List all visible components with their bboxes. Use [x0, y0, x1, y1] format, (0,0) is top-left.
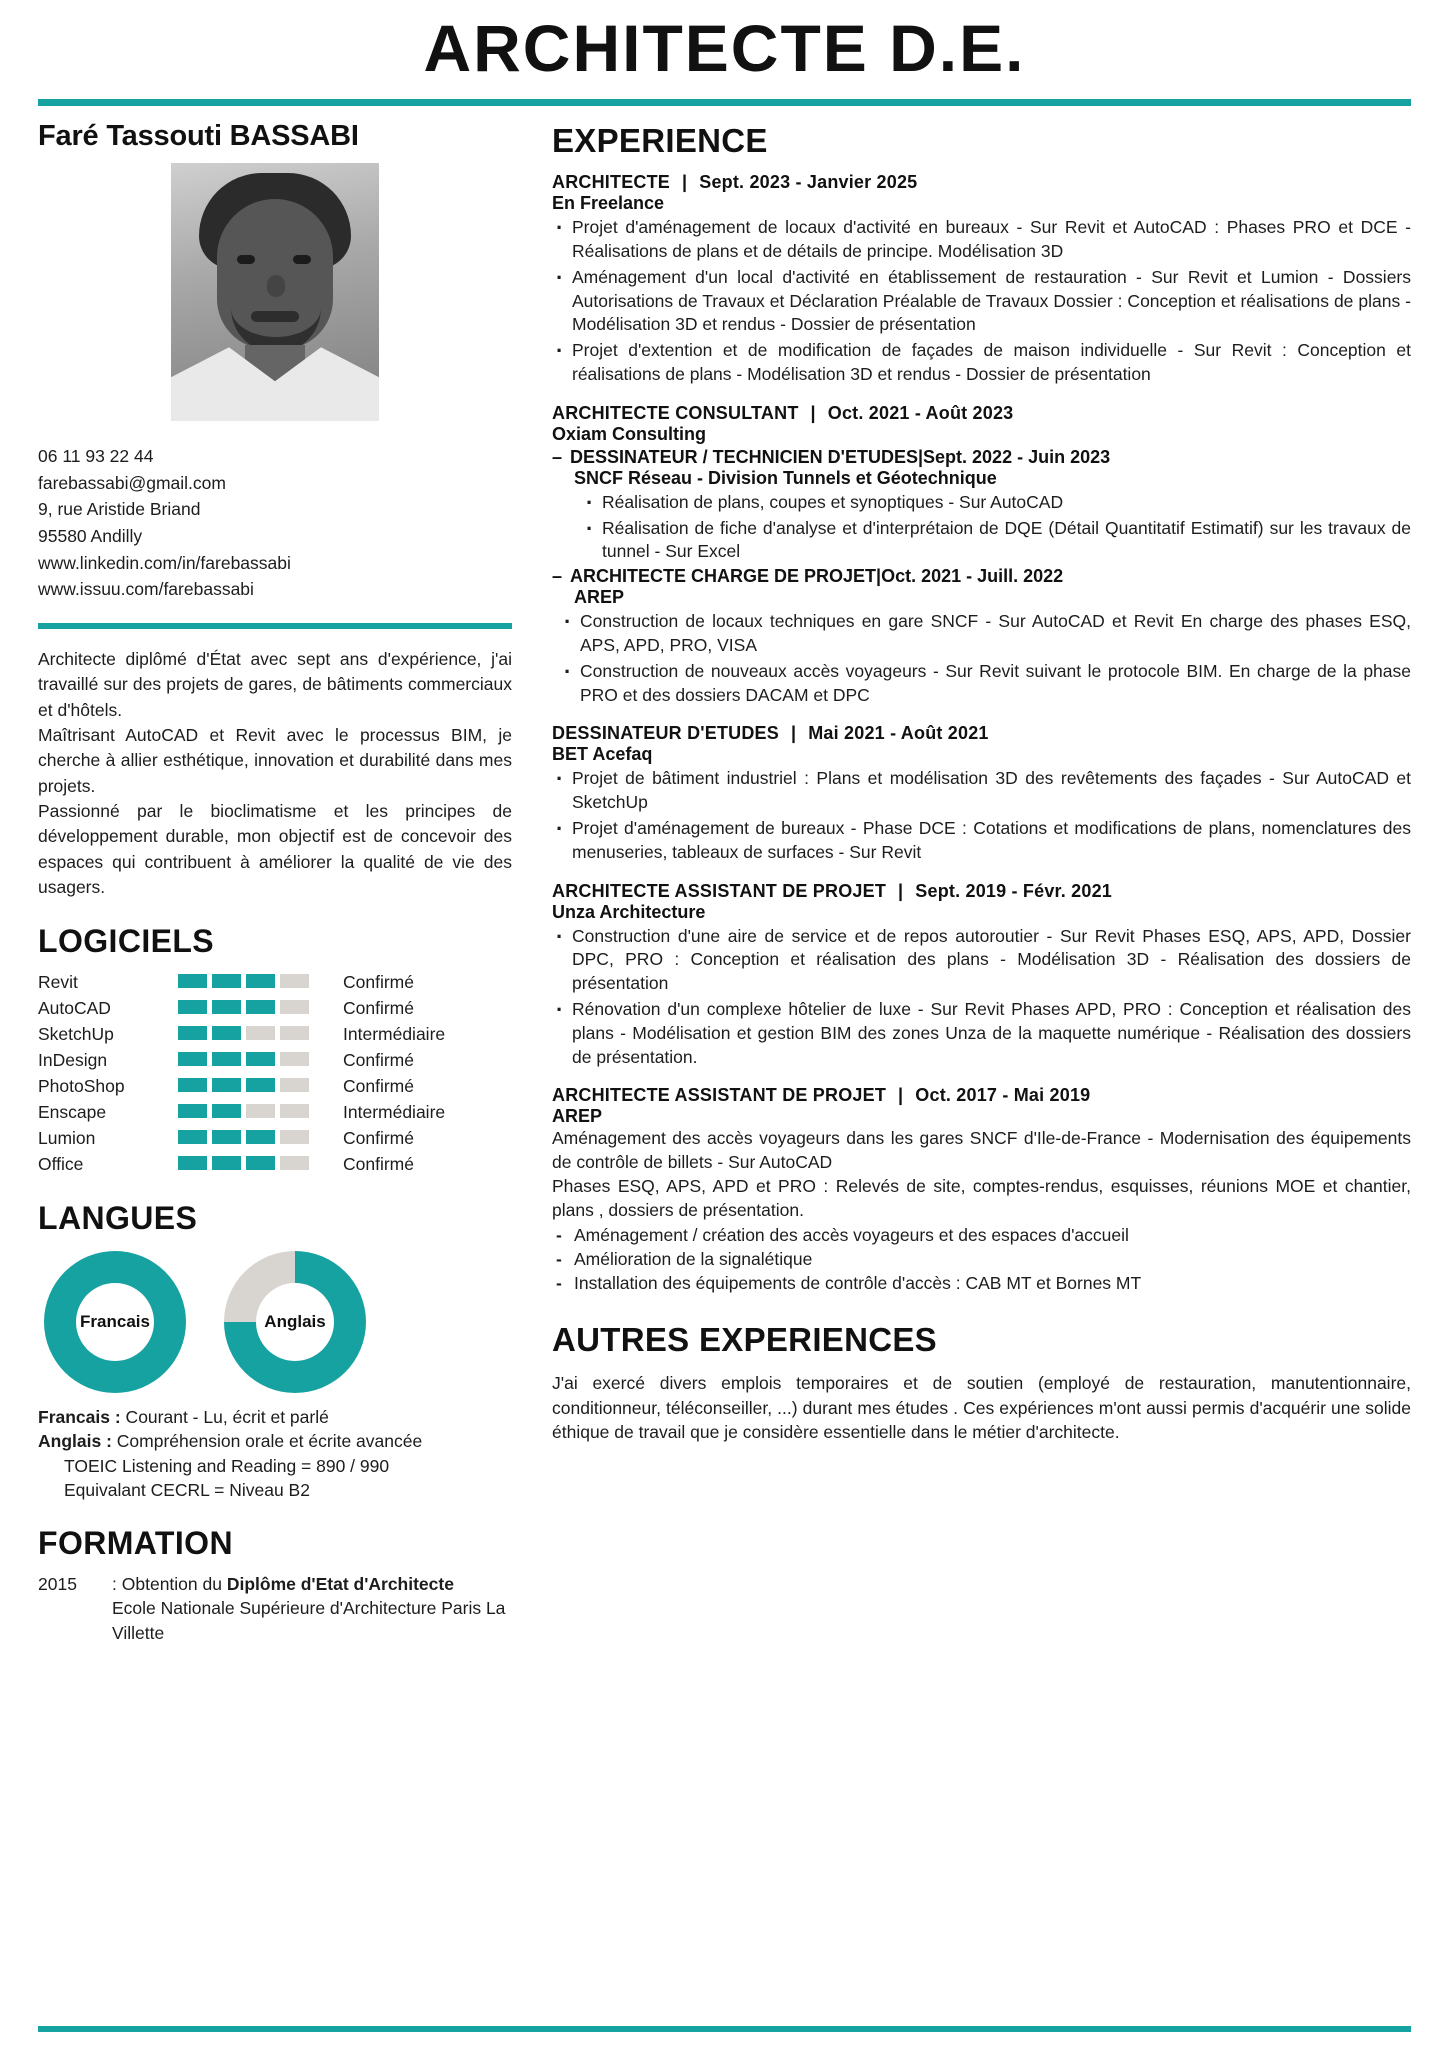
job-paragraph: Phases ESQ, APS, APD et PRO : Relevés de site, comptes-rendus, esquisses, réunions MOE et chantier, plans , dossiers de présentation.	[552, 1176, 1411, 1220]
education-colon: :	[112, 1573, 117, 1594]
experience-item	[552, 172, 1411, 387]
list-item: · Réalisation de plans, coupes et synoptiques - Sur AutoCAD	[582, 491, 1411, 515]
education-degree: Diplôme d'Etat d'Architecte	[226, 1573, 454, 1594]
skill-bars	[178, 996, 343, 1022]
job-dash-list	[552, 1223, 1411, 1295]
issuu-link[interactable]: www.issuu.com/farebassabi	[38, 579, 254, 600]
skill-level: Confirmé	[343, 1076, 414, 1097]
job-title-row: ARCHITECTE CONSULTANT | Oct. 2021 - Août 2023	[552, 402, 1014, 423]
address-line-1: 9, rue Aristide Briand	[38, 499, 201, 520]
education-heading: FORMATION	[38, 1524, 233, 1561]
job-paragraph: Aménagement des accès voyageurs dans les gares SNCF d'Ile-de-France - Modernisation des équipements de contrôle de billets - Sur AutoCAD	[552, 1128, 1411, 1173]
candidate-name: Faré Tassouti BASSABI	[38, 120, 359, 153]
skill-label: Revit	[38, 972, 78, 993]
profile-summary	[38, 647, 512, 901]
other-experience-text: J'ai exercé divers emplois temporaires et de soutien (employé de restauration, manutentionnaire, conditionneur, téléconseiller, ...) durant mes études . Ces expériences m'ont aussi permis d'acquérir une solide éthique de travail que je considère essentielle dans le métier d'architecte.	[552, 1373, 1411, 1443]
language-donut-french	[44, 1251, 186, 1393]
phone-text: 06 11 93 22 44	[38, 446, 154, 467]
language-value: Courant - Lu, écrit et parlé	[120, 1406, 329, 1427]
sub-job-org: SNCF Réseau - Division Tunnels et Géotechnique	[574, 467, 997, 488]
job-title-row: ARCHITECTE | Sept. 2023 - Janvier 2025	[552, 172, 918, 193]
main-content	[538, 120, 1411, 1645]
address-line-2: 95580 Andilly	[38, 526, 143, 547]
job-bullets	[552, 216, 1411, 387]
job-dates: Sept. 2019 - Févr. 2021	[915, 880, 1113, 901]
skill-level: Confirmé	[343, 1154, 414, 1175]
list-item: - Amélioration de la signalétique	[552, 1247, 1411, 1271]
list-item: · Construction de nouveaux accès voyageurs - Sur Revit suivant le protocole BIM. En charge de la phase PRO et des dossiers DACAM et DPC	[560, 660, 1411, 708]
sub-job-title: DESSINATEUR / TECHNICIEN D'ETUDES	[570, 446, 918, 467]
list-item: · Projet de bâtiment industriel : Plans et modélisation 3D des revêtements des façades - Sur AutoCAD et SketchUp	[552, 767, 1411, 815]
skill-label: InDesign	[38, 1050, 108, 1071]
language-charts	[44, 1251, 512, 1393]
profile-paragraph: Architecte diplômé d'État avec sept ans d'expérience, j'ai travaillé sur des projets de gares, de bâtiments commerciaux et d'hôtels.	[38, 648, 512, 720]
education-body	[112, 1572, 512, 1646]
sub-job-bullets	[560, 610, 1411, 707]
job-title: ARCHITECTE CONSULTANT	[552, 402, 799, 423]
job-org: Oxiam Consulting	[552, 423, 707, 444]
job-org: BET Acefaq	[552, 744, 653, 765]
photo-nose	[267, 275, 285, 297]
other-experience-block	[552, 1371, 1411, 1445]
photo-eye-left	[237, 255, 255, 264]
job-title: ARCHITECTE ASSISTANT DE PROJET	[552, 1085, 887, 1106]
footer-divider	[38, 2026, 1411, 2032]
content-columns	[38, 120, 1411, 1645]
job-title: ARCHITECTE	[552, 172, 670, 193]
profile-paragraph: Maîtrisant AutoCAD et Revit avec le processus BIM, je cherche à allier esthétique, innovation et durabilité dans mes projets.	[38, 724, 512, 796]
skill-label: Office	[38, 1154, 84, 1175]
page-title: ARCHITECTE D.E.	[423, 11, 1026, 85]
table-row	[38, 1126, 512, 1152]
table-row	[38, 970, 512, 996]
profile-paragraph: Passionné par le bioclimatisme et les principes de développement durable, mon objectif est de concevoir des espaces qui contribuent à améliorer la qualité de vie des usagers.	[38, 801, 512, 898]
other-experience-heading: AUTRES EXPERIENCES	[552, 1321, 937, 1359]
job-org: En Freelance	[552, 193, 665, 214]
list-item: · Projet d'aménagement de bureaux - Phase DCE : Cotations et modifications de plans, nomenclatures des menuseries, tableaux de surfaces - Sur Revit	[552, 817, 1411, 865]
list-item: · Réalisation de fiche d'analyse et d'interprétaion de DQE (Détail Quantitatif Estimatif) sur les travaux de tunnel - Sur Excel	[582, 517, 1411, 565]
sub-job-bullets	[582, 491, 1411, 564]
job-title: ARCHITECTE ASSISTANT DE PROJET	[552, 880, 887, 901]
list-item: - Installation des équipements de contrôle d'accès : CAB MT et Bornes MT	[552, 1271, 1411, 1295]
skill-level: Confirmé	[343, 998, 414, 1019]
photo-eye-right	[293, 255, 311, 264]
job-title-row: ARCHITECTE ASSISTANT DE PROJET | Oct. 2017 - Mai 2019	[552, 1085, 1091, 1106]
skill-label: Enscape	[38, 1102, 107, 1123]
sidebar	[38, 120, 538, 1645]
sub-job-org: AREP	[574, 587, 625, 608]
education-school: Ecole Nationale Supérieure d'Architecture Paris La Villette	[112, 1598, 506, 1643]
skill-level: Intermédiaire	[343, 1102, 446, 1123]
table-row	[38, 996, 512, 1022]
skill-level: Confirmé	[343, 1050, 414, 1071]
skill-level: Confirmé	[343, 1128, 414, 1149]
language-line	[38, 1429, 512, 1454]
list-item: · Projet d'aménagement de locaux d'activité en bureaux - Sur Revit et AutoCAD : Phases PRO et DCE - Réalisations de plans et de détails de principe. Modélisation 3D	[552, 216, 1411, 264]
job-dates: Mai 2021 - Août 2021	[808, 723, 989, 744]
email-text: farebassabi@gmail.com	[38, 472, 226, 493]
list-item: · Aménagement d'un local d'activité en établissement de restauration - Sur Revit et Lumion - Dossiers Autorisations de Travaux et Déclaration Préalable de Travaux Dossier : Conception et réalisations de plans - Modélisation 3D et rendus - Dossier de présentation	[552, 266, 1411, 337]
skill-bars	[178, 1152, 343, 1178]
language-score: Equivalant CECRL = Niveau B2	[64, 1480, 310, 1501]
skill-bars	[178, 1126, 343, 1152]
sidebar-divider	[38, 623, 512, 629]
language-label: Anglais :	[38, 1431, 112, 1452]
language-donut-english	[224, 1251, 366, 1393]
language-label: Francais :	[38, 1406, 121, 1427]
table-row	[38, 1100, 512, 1126]
education-prefix: Obtention du	[121, 1573, 222, 1594]
skill-level: Confirmé	[343, 972, 414, 993]
list-item: · Construction d'une aire de service et de repos autoroutier - Sur Revit Phases ESQ, APS, APD, Dossier DPC, PRO : Conception et réalisation des plans - Modélisation 3D - Réalisation des dossiers de présentation	[552, 925, 1411, 996]
education-year: 2015	[38, 1573, 77, 1594]
experience-item	[552, 1085, 1411, 1295]
job-title-row: DESSINATEUR D'ETUDES | Mai 2021 - Août 2021	[552, 723, 989, 744]
table-row	[38, 1152, 512, 1178]
skill-label: PhotoShop	[38, 1076, 125, 1097]
portrait-photo	[171, 163, 379, 421]
skill-bars	[178, 1100, 343, 1126]
table-row	[38, 1022, 512, 1048]
job-bullets	[552, 925, 1411, 1070]
list-item: · Construction de locaux techniques en gare SNCF - Sur AutoCAD et Revit En charge des phases ESQ, APS, APD, PRO, VISA	[560, 610, 1411, 658]
experience-item	[552, 881, 1411, 1070]
job-org: AREP	[552, 1106, 603, 1127]
header	[38, 0, 1411, 83]
job-dates: Oct. 2017 - Mai 2019	[915, 1085, 1091, 1106]
linkedin-link[interactable]: www.linkedin.com/in/farebassabi	[38, 552, 291, 573]
experience-item	[552, 403, 1411, 708]
skill-label: AutoCAD	[38, 998, 111, 1019]
education-entry	[38, 1572, 512, 1646]
job-bullets	[552, 767, 1411, 864]
skill-label: Lumion	[38, 1128, 96, 1149]
photo-mouth	[251, 311, 299, 322]
avatar	[38, 163, 512, 421]
language-score: TOEIC Listening and Reading = 890 / 990	[64, 1455, 390, 1476]
experience-item	[552, 723, 1411, 864]
languages-heading: LANGUES	[38, 1199, 198, 1236]
sub-job-title: ARCHITECTE CHARGE DE PROJET	[570, 566, 877, 587]
language-details	[38, 1405, 512, 1503]
experience-heading: EXPERIENCE	[552, 122, 768, 160]
language-line	[38, 1405, 512, 1430]
list-item: - Aménagement / création des accès voyageurs et des espaces d'accueil	[552, 1223, 1411, 1247]
sub-job-dates: Sept. 2022 - Juin 2023	[923, 446, 1111, 467]
list-item: · Projet d'extention et de modification de façades de maison individuelle - Sur Revit : Conception et réalisations de plans - Modélisation 3D et rendus - Dossier de présentation	[552, 339, 1411, 387]
skill-bars	[178, 1022, 343, 1048]
table-row	[38, 1074, 512, 1100]
donut-label: Francais	[80, 1311, 150, 1331]
sub-job-title-row: – ARCHITECTE CHARGE DE PROJET|Oct. 2021 - Juill. 2022	[552, 566, 1064, 587]
header-divider	[38, 99, 1411, 106]
software-table	[38, 970, 512, 1178]
skill-bars	[178, 1048, 343, 1074]
list-item: · Rénovation d'un complexe hôtelier de luxe - Sur Revit Phases APD, PRO : Conception et réalisation des plans - Modélisation et gestion BIM des zones Unza de la maquette numérique - Réalisation des dossiers de présentation.	[552, 998, 1411, 1069]
skill-level: Intermédiaire	[343, 1024, 446, 1045]
skill-label: SketchUp	[38, 1024, 114, 1045]
job-title: DESSINATEUR D'ETUDES	[552, 723, 779, 744]
skill-bars	[178, 970, 343, 996]
job-org: Unza Architecture	[552, 901, 706, 922]
table-row	[38, 1048, 512, 1074]
software-heading: LOGICIELS	[38, 922, 215, 959]
sub-job-dates: Oct. 2021 - Juill. 2022	[881, 566, 1064, 587]
contact-block	[38, 443, 512, 603]
donut-label: Anglais	[264, 1311, 326, 1331]
job-title-row: ARCHITECTE ASSISTANT DE PROJET | Sept. 2019 - Févr. 2021	[552, 880, 1113, 901]
job-dates: Sept. 2023 - Janvier 2025	[699, 172, 918, 193]
job-dates: Oct. 2021 - Août 2023	[827, 402, 1014, 423]
language-value: Compréhension orale et écrite avancée	[111, 1431, 423, 1452]
skill-bars	[178, 1074, 343, 1100]
sub-job-title-row: – DESSINATEUR / TECHNICIEN D'ETUDES|Sept. 2022 - Juin 2023	[552, 446, 1111, 467]
